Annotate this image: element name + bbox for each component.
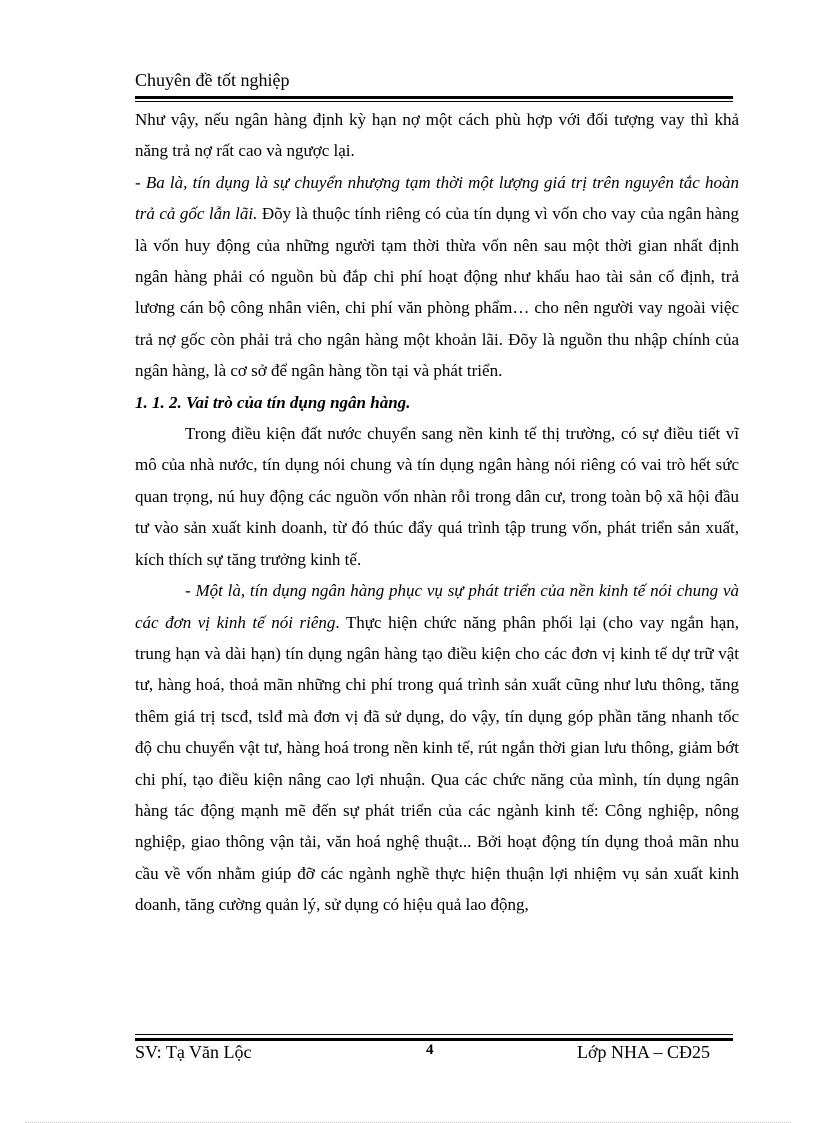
document-body xyxy=(135,104,739,921)
header-rule-thin xyxy=(135,101,733,102)
footer-rule-thin xyxy=(135,1034,733,1035)
footer-class: Lớp NHA – CĐ25 xyxy=(577,1042,711,1062)
italic-lead: - Một là, tín dụng ngân hàng phục vụ sự phát triển của nền kinh tế nói chung và các đơn vị kinh tế nói riêng xyxy=(135,581,739,632)
header-rule-thick xyxy=(135,96,733,99)
footer-student: SV: Tạ Văn Lộc xyxy=(135,1042,252,1062)
paragraph-text: Đõy là thuộc tính riêng có của tín dụng vì vốn cho vay của ngân hàng là vốn huy động của những người tạm thời thừa vốn nên sau một thời gian nhất định ngân hàng phải có nguồn bù đắp chi phí hoạt động như khấu hao tài sản cố định, trả lương cán bộ công nhân viên, chi phí văn phòng phẩm… cho nên người vay ngoài việc trả nợ gốc còn phải trả cho ngân hàng một khoản lãi. Đõy là nguồn thu nhập chính của ngân hàng, là cơ sở để ngân hàng tồn tại và phát triển. xyxy=(135,204,739,381)
paragraph: Như vậy, nếu ngân hàng định kỳ hạn nợ một cách phù hợp với đối tượng vay thì khả năng trả nợ rất cao và ngược lại. xyxy=(135,110,739,161)
page-header-title: Chuyên đề tốt nghiệp xyxy=(135,70,290,90)
italic-lead: - Ba là, tín dụng là sự chuyển nhượng tạm thời một lượng giá trị trên nguyên tắc hoàn trả cả gốc lẫn lãi. xyxy=(135,172,739,224)
paragraph xyxy=(135,575,739,920)
page-number: 4 xyxy=(426,1042,434,1058)
paragraph xyxy=(135,167,739,387)
paragraph-text: . Thực hiện chức năng phân phối lại (cho vay ngắn hạn, trung hạn và dài hạn) tín dụng ngân hàng tạo điều kiện cho các đơn vị kinh tế dự trữ vật tư, hàng hoá, thoả mãn những chi phí trong quá trình sản xuất cũng như lưu thông, tăng thêm giá trị tscđ, tslđ mà đơn vị đã sử dụng, do vậy, tín dụng góp phần tăng nhanh tốc độ chu chuyển vật tư, hàng hoá trong nền kinh tế, rút ngắn thời gian lưu thông, giảm bớt chi phí, tạo điều kiện nâng cao lợi nhuận. Qua các chức năng của mình, tín dụng ngân hàng tác động mạnh mẽ đến sự phát triển của các ngành kinh tế: Công nghiệp, nông nghiệp, giao thông vận tải, văn hoá nghệ thuật... Bởi hoạt động tín dụng thoả mãn nhu cầu về vốn nhằm giúp đỡ các ngành nghề thực hiện thuận lợi nhiệm vụ sản xuất kinh doanh, tăng cường quản lý, sử dụng có hiệu quả lao động, xyxy=(135,612,740,915)
section-heading: 1. 1. 2. Vai trò của tín dụng ngân hàng. xyxy=(135,392,411,412)
footer-rule-thick xyxy=(135,1038,733,1041)
paragraph: Trong điều kiện đất nước chuyển sang nền kinh tế thị trường, có sự điều tiết vĩ mô của nhà nước, tín dụng nói chung và tín dụng ngân hàng nói riêng có vai trò hết sức quan trọng, nú huy động các nguồn vốn nhàn rỗi trong dân cư, trong toàn bộ xã hội đầu tư vào sản xuất kinh doanh, từ đó thúc đẩy quá trình tập trung vốn, phát triển sản xuất, kích thích sự tăng trưởng kinh tế. xyxy=(135,424,739,569)
